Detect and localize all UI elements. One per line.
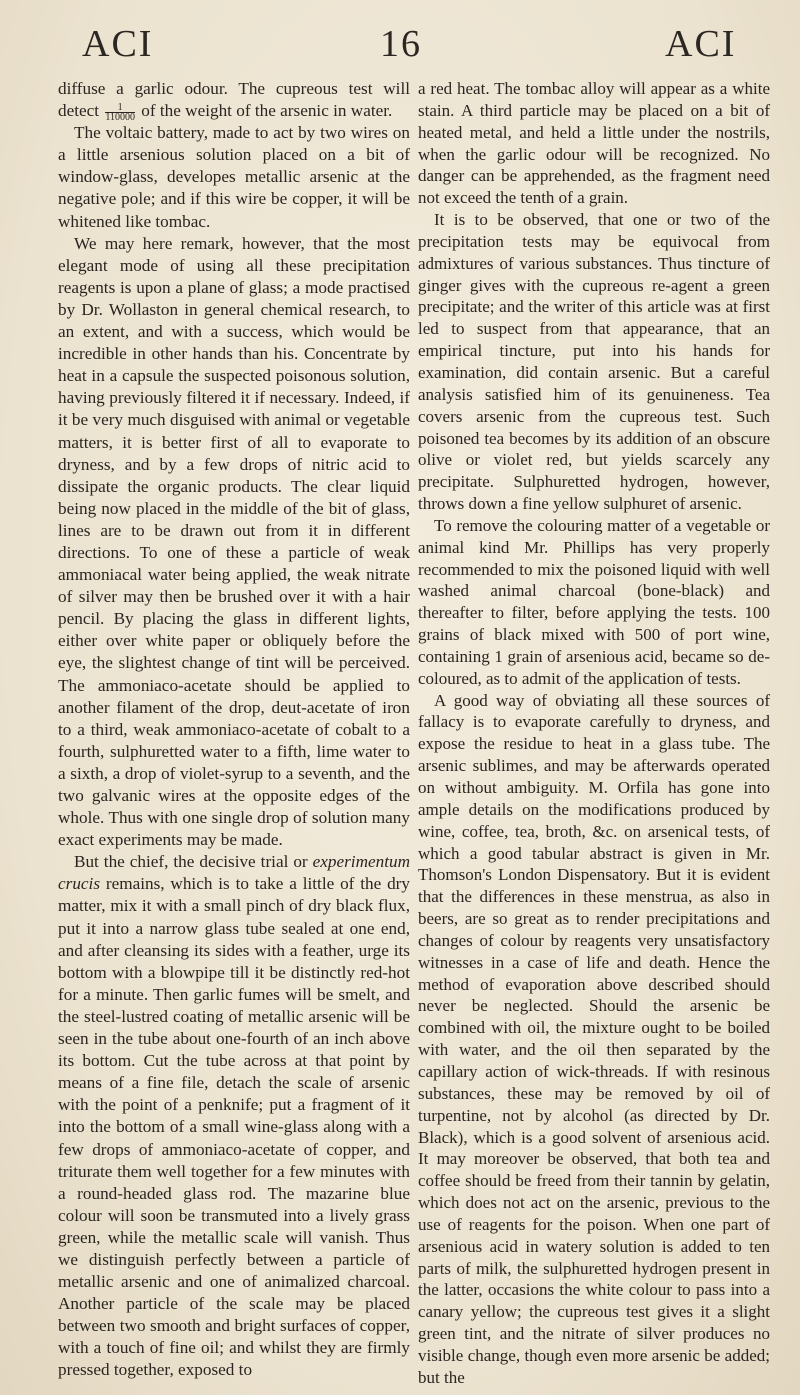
paragraph: We may here remark, however, that the most elegant mode of using all these precipitation reagents is upon a plane of glass; a mode practised by Dr. Wollaston in general chemical research, to an extent, and with a success, which would be incredible in other hands than his. Concentrate by heat in a capsule the suspected poisonous solution, having previously filtered it if necessary. Indeed, if it be very much disguised with animal or vegetable matters, it is better first of all to evaporate to dryness, and by a few drops of nitric acid to dissipate the organic products. The clear liquid being now placed in the middle of the bit of glass, lines are to be drawn out from it in different directions. To one of these a particle of weak ammoniacal water being applied, the weak nitrate of silver may then be brushed over it with a hair pencil. By placing the glass in different lights, either over white paper or obliquely before the eye, the slightest change of tint will be perceived. The ammoniaco-acetate should be applied to another filament of the drop, deut-acetate of iron to a third, weak ammoniaco-acetate of cobalt to a fourth, sulphuretted water to a fifth, lime water to a sixth, a drop of violet-syrup to a seventh, and the two galvanic wires at the opposite edges of the whole. Thus with one single drop of solution many exact experiments may be made. (58, 233, 410, 850)
paragraph: It is to be observed, that one or two of the precipitation tests may be equivocal from admixtures of various substances. Thus tincture of ginger gives with the cupreous re-agent a green precipitate; and the writer of this article was at first led to suspect from that appearance, that an empirical tincture, put into his hands for examination, did contain arsenic. But a careful analysis satisfied him of its genuineness. Tea covers arsenic from the cupreous test. Such poisoned tea becomes by its addition of an obscure olive or violet red, but yields scarcely any precipitate. Sulphuretted hydrogen, however, throws down a fine yellow sulphuret of arsenic. (418, 210, 770, 514)
paragraph: a red heat. The tombac alloy will appear as a white stain. A third particle may be placed on a bit of heated metal, and held a little under the nostrils, when the garlic odour will be recognized. No danger can be apprehended, as the fragment need not exceed the tenth of a grain. (418, 79, 770, 208)
text-run: But the chief, the decisive trial or (74, 852, 313, 872)
running-head (60, 0, 782, 72)
left-column (58, 78, 410, 1382)
italic-phrase: experimentum crucis (58, 852, 410, 894)
paragraph: The voltaic battery, made to act by two wires on a little arsenious solution placed on a bit of window-glass, developes metallic arsenic at the negative pole; and if this wire be copper, it will be whitened like tombac. (58, 123, 410, 231)
fraction-numerator: 1 (105, 103, 135, 113)
text-run: remains, which is to take a little of the dry matter, mix it with a small pinch of dry black flux, put it into a narrow glass tube sealed at one end, and after cleansing its sides with a feather, urge its bottom with a blowpipe till it be distinctly red-hot for a minute. Then garlic fumes will be smelt, and the steel-lustred coating of metallic arsenic will be seen in the tube about one-fourth of an inch above its bottom. Cut the tube across at that point by means of a fine file, detach the scale of arsenic with the point of a penknife; put a fragment of it into the bottom of a small wine-glass along with a few drops of ammoniaco-acetate of copper, and triturate them well together for a few minutes with a round-headed glass rod. The mazarine blue colour will soon be transmuted into a lively grass green, while the metallic scale will vanish. Thus we distinguish perfectly between a particle of metallic arsenic and one of animalized charcoal. Another particle of the scale may be placed between two smooth and bright surfaces of copper, with a touch of fine oil; and whilst they are firmly pressed together, exposed to (58, 874, 410, 1380)
paragraph: To remove the colouring matter of a vegetable or animal kind Mr. Phillips has very properly recommended to mix the poisoned liquid with well washed animal charcoal (bone-black) and thereafter to filter, before applying the tests. 100 grains of black mixed with 500 of port wine, containing 1 grain of arsenious acid, became so de-coloured, as to admit of the application of tests. (418, 515, 770, 688)
paragraph (58, 851, 410, 1381)
running-head-left: ACI (82, 23, 154, 65)
text-run: of the weight of the arsenic in water. (136, 101, 393, 121)
paragraph: A good way of obviating all these sources of fallacy is to evaporate carefully to dryness, and expose the residue to heat in a glass tube. The arsenic sublimes, and may be afterwards operated on without ambiguity. M. Orfila has gone into ample details on the modifications produced by wine, coffee, tea, broth, &c. on arsenical tests, of which a good tabular abstract is given in Mr. Thomson's London Dispensatory. But it is evident that the differences in these menstrua, as also in beers, are so great as to render precipitations and changes of colour by reagents very unsatisfactory witnesses in a case of life and death. Hence the method of evaporation above described should never be neglected. Should the arsenic be combined with oil, the mixture ought to be boiled with water, and the oil then separated by the capillary action of wick-threads. If with resinous substances, these may be removed by oil of turpentine, not by alcohol (as directed by Dr. Black), which is a good solvent of arsenious acid. It may moreover be observed, that both tea and coffee should be freed from their tannin by gelatin, which does not act on the arsenic, previous to the use of reagents for the poison. When one part of arsenious acid in watery solution is added to ten parts of milk, the sulphuretted hydrogen present in the latter, occasions the white colour to pass into a canary yellow; the cupreous test gives it a slight green tint, and the nitrate of silver produces no visible change, though even more arsenic be added; but the (418, 690, 770, 1387)
fraction-denominator: 110000 (105, 111, 135, 123)
page-number: 16 (380, 23, 422, 65)
right-column (418, 78, 770, 1389)
running-head-right: ACI (665, 23, 737, 65)
paragraph (58, 78, 410, 122)
fraction (105, 103, 135, 122)
text-run: diffuse a garlic odour. The cupreous test will detect (58, 79, 410, 121)
